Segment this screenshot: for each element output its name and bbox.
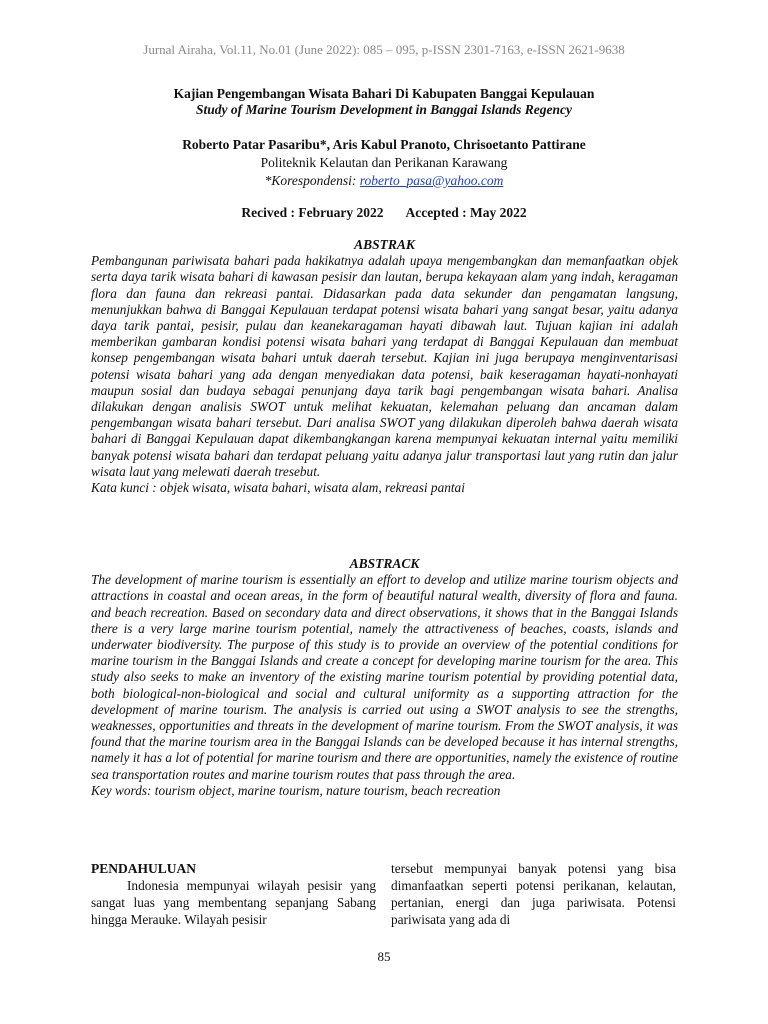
page-number: 85	[377, 949, 391, 964]
received-date: Recived : February 2022	[241, 205, 384, 220]
intro-left-text: Indonesia mempunyai wilayah pesisir yang sangat luas yang membentang sepanjang Sabang hingga Merauke. Wilayah pesisir	[91, 878, 376, 927]
accepted-date: Accepted : May 2022	[405, 205, 527, 220]
abstract-keywords: Key words: tourism object, marine tourism, nature tourism, beach recreation	[91, 782, 501, 798]
abstrak-section	[91, 237, 678, 496]
title-block	[0, 86, 768, 118]
email-link[interactable]: roberto_pasa@yahoo.com	[359, 173, 504, 188]
abstrak-keywords: Kata kunci : objek wisata, wisata bahari, wisata alam, rekreasi pantai	[91, 480, 465, 496]
abstrak-body: Pembangunan pariwisata bahari pada hakikatnya adalah upaya mengembangkan dan memanfaatkan objek serta daya tarik wisata bahari di kawasan pesisir dan lautan, berupa kekayaan alam yang indah, keragaman flora dan fauna dan rekreasi pantai. Didasarkan pada data sekunder dan pengamatan langsung, menunjukkan bahwa di Banggai Kepulauan terdapat potensi wisata bahari yang sangat besar, yaitu adanya daya tarik pantai, pesisir, pulau dan keanekaragaman hayati dibawah laut. Tujuan kajian ini adalah memberikan gambaran kondisi potensi wisata bahari yang terdapat di Banggai Kepulauan dan membuat konsep pengembangan wisata bahari untuk daerah tersebut. Kajian ini juga berupaya menginventarisasi potensi wisata bahari yang ada dengan menyediakan data potensi, baik keseragaman hayati-nonhayati maupun sosial dan budaya sebagai penunjang daya tarik bagi pengembangan wisata bahari. Analisa dilakukan dengan analisis SWOT untuk melihat kekuatan, kelemahan peluang dan ancaman dalam pengembangan wisata bahari tersebut. Dari analisa SWOT yang dilakukan diperoleh bahwa daerah wisata bahari di Banggai Kepulauan dapat dikembangkangan karena mempunyai kekuatan internal yaitu memiliki banyak potensi wisata bahari dan terdapat peluang yaitu adanya jalur transportasi laut yang rutin dan jalur wisata laut yang melewati daerah tresebut.	[91, 253, 678, 479]
abstract-heading: ABSTRACK	[349, 556, 420, 571]
abstrak-heading: ABSTRAK	[354, 237, 415, 252]
intro-right-text: tersebut mempunyai banyak potensi yang bisa dimanfaatkan seperti potensi perikanan, kelautan, pertanian, energi dan juga pariwisata. Potensi pariwisata yang ada di	[391, 861, 676, 927]
intro-left-column	[91, 860, 376, 928]
abstract-body: The development of marine tourism is essentially an effort to develop and utilize marine tourism objects and attractions in coastal and ocean areas, in the form of beautiful natural wealth, diversity of flora and fauna. and beach recreation. Based on secondary data and direct observations, it shows that in the Banggai Islands there is a very large marine tourism potential, namely the attractiveness of beaches, coasts, islands and underwater biodiversity. The purpose of this study is to provide an overview of the potential conditions for marine tourism in the Banggai Islands and create a concept for developing marine tourism for the area. This study also seeks to make an inventory of the existing marine tourism potential by providing potential data, both biological-non-biological and social and cultural uniformity as a supporting attraction for the development of marine tourism. The analysis is carried out using a SWOT analysis to see the strengths, weaknesses, opportunities and threats in the development of marine tourism. From the SWOT analysis, it was found that the marine tourism area in the Banggai Islands can be developed because it has internal strengths, namely it has a lot of potential for marine tourism and there are opportunities, namely the existence of routine sea transportation routes and marine tourism routes that pass through the area.	[91, 572, 678, 782]
journal-header: Jurnal Airaha, Vol.11, No.01 (June 2022): 085 – 095, p-ISSN 2301-7163, e-ISSN 2621-9638	[143, 42, 625, 57]
correspondence-label: *Korespondensi:	[264, 173, 360, 188]
abstract-section	[91, 556, 678, 799]
correspondence	[0, 172, 768, 190]
intro-right-column	[391, 860, 676, 928]
title-english: Study of Marine Tourism Development in Banggai Islands Regency	[195, 102, 573, 117]
affiliation: Politeknik Kelautan dan Perikanan Karawang	[260, 155, 508, 170]
author-names: Roberto Patar Pasaribu*, Aris Kabul Pranoto, Chrisoetanto Pattirane	[182, 137, 586, 152]
intro-heading: PENDAHULUAN	[91, 861, 197, 876]
dates-line	[0, 205, 768, 221]
title-indonesian: Kajian Pengembangan Wisata Bahari Di Kabupaten Banggai Kepulauan	[173, 86, 595, 101]
author-block	[0, 136, 768, 190]
